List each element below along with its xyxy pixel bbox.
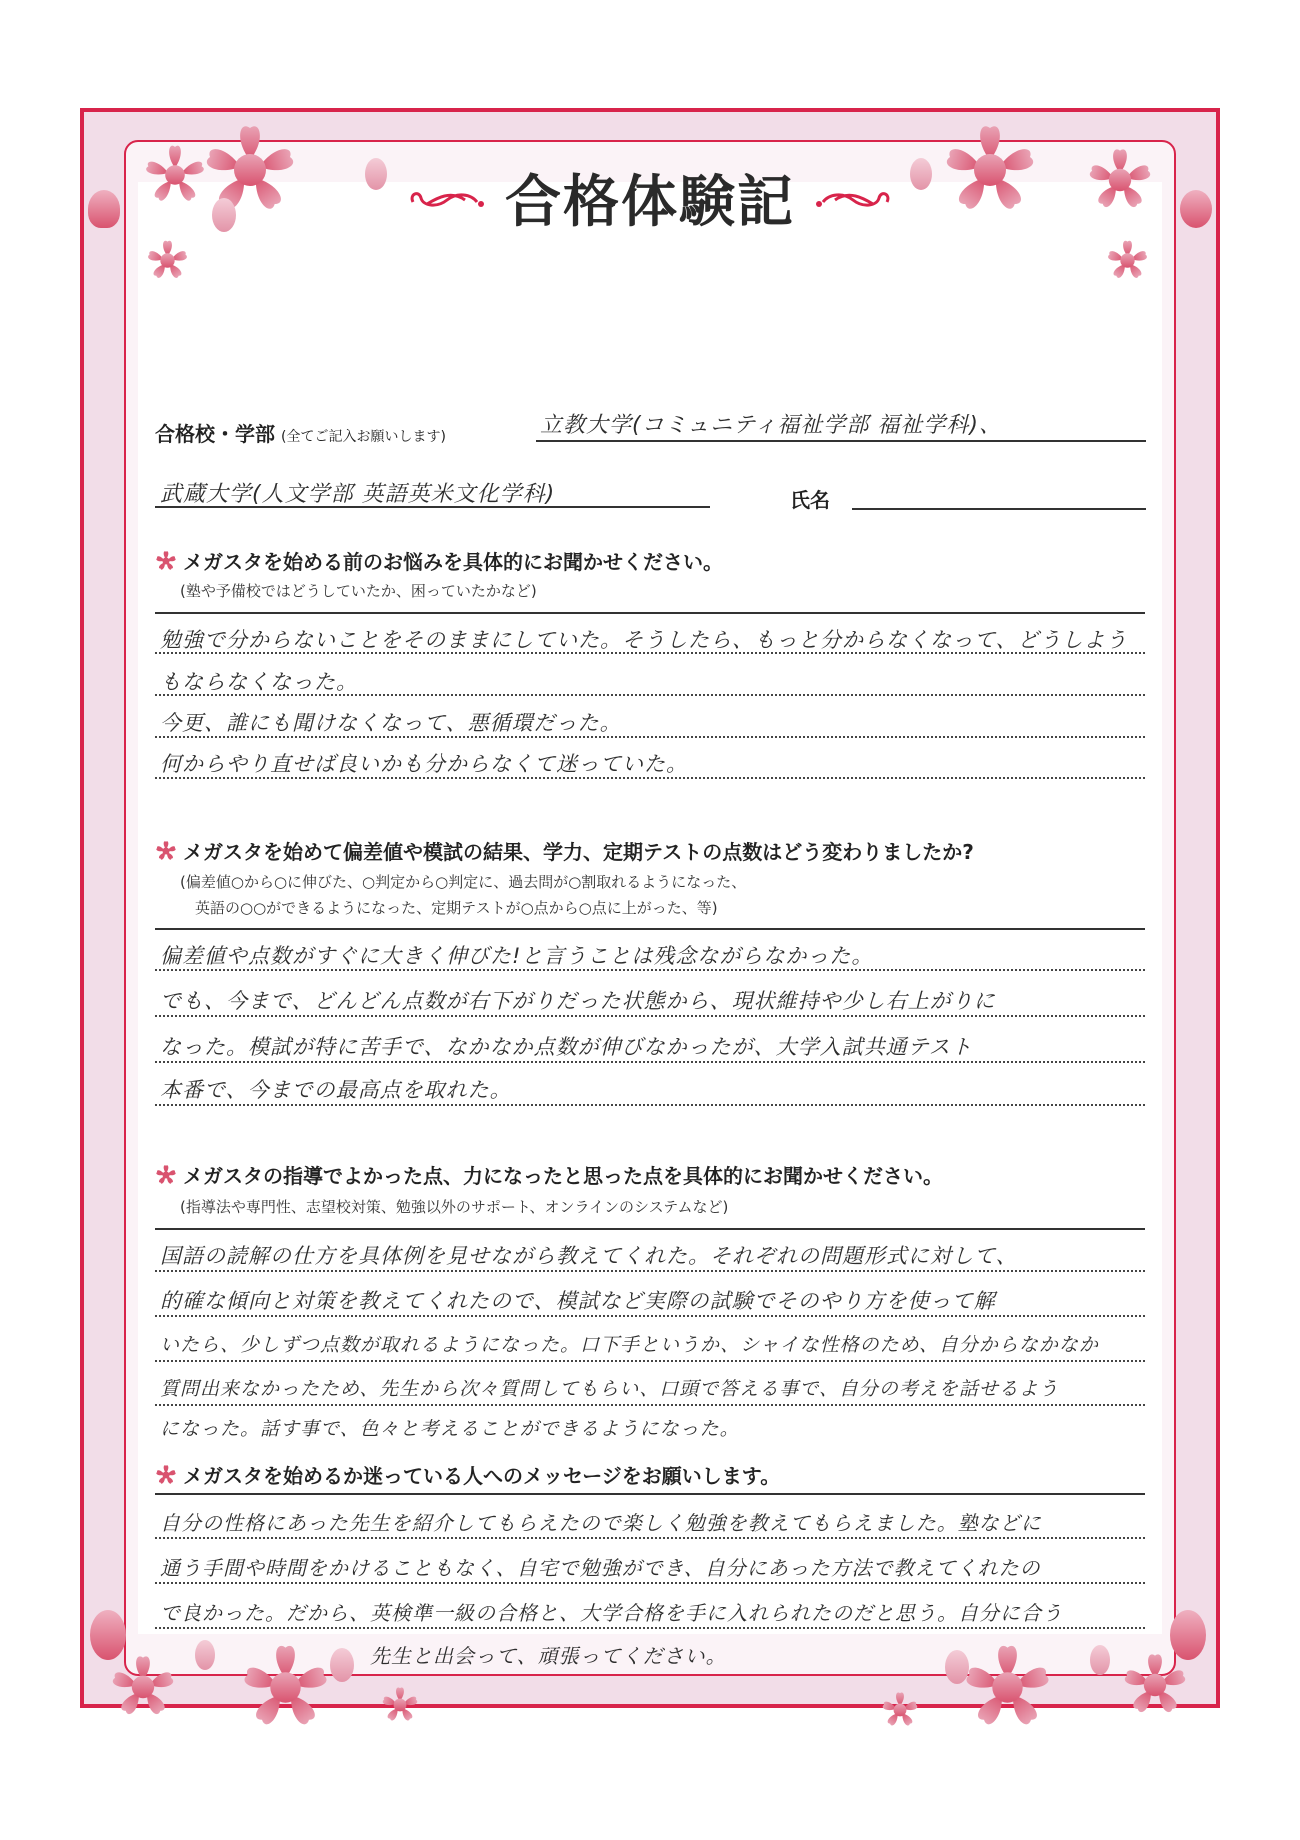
sakura-petal-icon [1170,1610,1206,1660]
sakura-bullet-icon [155,840,177,862]
answer-4-line-1[interactable]: 自分の性格にあった先生を紹介してもらえたので楽しく勉強を教えてもらえました。塾などに [160,1511,1042,1535]
answer-2-line-4[interactable]: 本番で、今までの最高点を取れた。 [160,1078,512,1102]
answer-3-top-rule [155,1228,1145,1230]
question-3-text: メガスタの指導でよかった点、力になったと思った点を具体的にお聞かせください。 [183,1164,943,1188]
question-1-sub: (塾や予備校ではどうしていたか、困っていたかなど) [180,582,537,600]
answer-1-line-4[interactable]: 何からやり直せば良いかも分からなくて迷っていた。 [160,752,688,776]
answer-1-line-1[interactable]: 勉強で分からないことをそのままにしていた。そうしたら、もっと分からなくなって、どうしよう [160,628,1128,652]
answer-1-line-2[interactable]: もならなくなった。 [160,670,358,694]
answer-3-line-3[interactable]: いたら、少しずつ点数が取れるようになった。口下手というか、シャイな性格のため、自分からなかなか [160,1334,1099,1356]
question-1-heading [155,546,723,575]
school-underline-1 [536,440,1146,442]
answer-4-top-rule [155,1493,1145,1495]
question-2-sub-2: 英語の○○ができるようになった、定期テストが○点から○点に上がった、等) [195,899,718,917]
answer-2-rule-1 [155,969,1145,971]
school-label: 合格校・学部 [155,422,275,446]
name-underline [852,508,1146,510]
answer-3-line-1[interactable]: 国語の読解の仕方を具体例を見せながら教えてくれた。それぞれの問題形式に対して、 [160,1244,1018,1268]
question-1-text: メガスタを始める前のお悩みを具体的にお聞かせください。 [183,550,723,574]
answer-2-line-1[interactable]: 偏差値や点数がすぐに大きく伸びた!と言うことは残念ながらなかった。 [160,944,874,968]
school-underline-2 [155,506,710,508]
answer-4-line-4[interactable]: 先生と出会って、頑張ってください。 [370,1644,727,1668]
question-3-sub: (指導法や専門性、志望校対策、勉強以外のサポート、オンラインのシステムなど) [180,1198,729,1216]
question-2-text: メガスタを始めて偏差値や模試の結果、学力、定期テストの点数はどう変わりましたか? [183,840,974,864]
flourish-ornament-icon [407,180,487,216]
sakura-bullet-icon [155,1464,177,1486]
answer-3-rule-1 [155,1270,1145,1272]
answer-3-rule-4 [155,1404,1145,1406]
answer-4-rule-1 [155,1537,1145,1539]
answer-3-rule-2 [155,1315,1145,1317]
sakura-flower-icon [145,238,190,283]
sakura-flower-icon [1120,1650,1190,1720]
answer-1-line-3[interactable]: 今更、誰にも聞けなくなって、悪循環だった。 [160,711,622,735]
answer-3-line-4[interactable]: 質問出来なかったため、先生から次々質問してもらい、口頭で答える事で、自分の考えを話せるよう [160,1378,1059,1400]
sakura-petal-icon [1090,1645,1110,1675]
answer-2-rule-3 [155,1061,1145,1063]
answer-4-rule-3 [155,1627,1145,1629]
answer-2-rule-2 [155,1015,1145,1017]
answer-4-rule-2 [155,1582,1145,1584]
sakura-flower-icon [880,1690,920,1730]
answer-4-line-3[interactable]: で良かった。だから、英検準一級の合格と、大学合格を手に入れられたのだと思う。自分に合う [160,1601,1063,1625]
sakura-bullet-icon [155,550,177,572]
sakura-flower-icon [960,1640,1055,1735]
answer-1-top-rule [155,612,1145,614]
title-area [0,158,1300,238]
school-field-label [155,418,446,447]
question-2-heading [155,836,974,865]
sakura-petal-icon [945,1650,969,1684]
sakura-petal-icon [90,1610,126,1660]
school-value-line1[interactable]: 立教大学(コミュニティ福祉学部 福祉学科)、 [540,413,1002,438]
sakura-flower-icon [1105,238,1150,283]
flourish-ornament-icon [813,180,893,216]
answer-1-rule-4 [155,777,1145,779]
page-title: 合格体験記 [505,169,795,235]
answer-2-rule-4 [155,1104,1145,1106]
school-value-line2[interactable]: 武蔵大学(人文学部 英語英米文化学科) [160,482,556,507]
answer-3-line-5[interactable]: になった。話す事で、色々と考えることができるようになった。 [160,1418,740,1440]
answer-4-line-2[interactable]: 通う手間や時間をかけることもなく、自宅で勉強ができ、自分にあった方法で教えてくれたの [160,1556,1041,1580]
school-note: (全てご記入お願いします) [281,429,446,445]
answer-1-rule-3 [155,736,1145,738]
sakura-bullet-icon [155,1164,177,1186]
question-4-heading [155,1460,780,1489]
question-2-sub-1: (偏差値○から○に伸びた、○判定から○判定に、過去問が○割取れるようになった、 [180,873,747,891]
sakura-petal-icon [195,1640,215,1670]
answer-2-line-3[interactable]: なった。模試が特に苦手で、なかなか点数が伸びなかったが、大学入試共通テスト [160,1035,973,1059]
question-3-heading [155,1160,943,1189]
answer-2-line-2[interactable]: でも、今まで、どんどん点数が右下がりだった状態から、現状維持や少し右上がりに [160,989,996,1013]
sakura-petal-icon [330,1648,354,1682]
answer-1-rule-1 [155,652,1145,654]
answer-3-line-2[interactable]: 的確な傾向と対策を教えてくれたので、模試など実際の試験でそのやり方を使って解 [160,1289,996,1313]
sakura-flower-icon [380,1685,420,1725]
question-4-text: メガスタを始めるか迷っている人へのメッセージをお願いします。 [183,1464,781,1488]
sakura-flower-icon [108,1652,178,1722]
sakura-flower-icon [238,1640,333,1735]
answer-2-top-rule [155,928,1145,930]
name-field[interactable] [855,478,1145,506]
name-label: 氏名 [790,488,830,512]
answer-3-rule-3 [155,1360,1145,1362]
answer-1-rule-2 [155,694,1145,696]
